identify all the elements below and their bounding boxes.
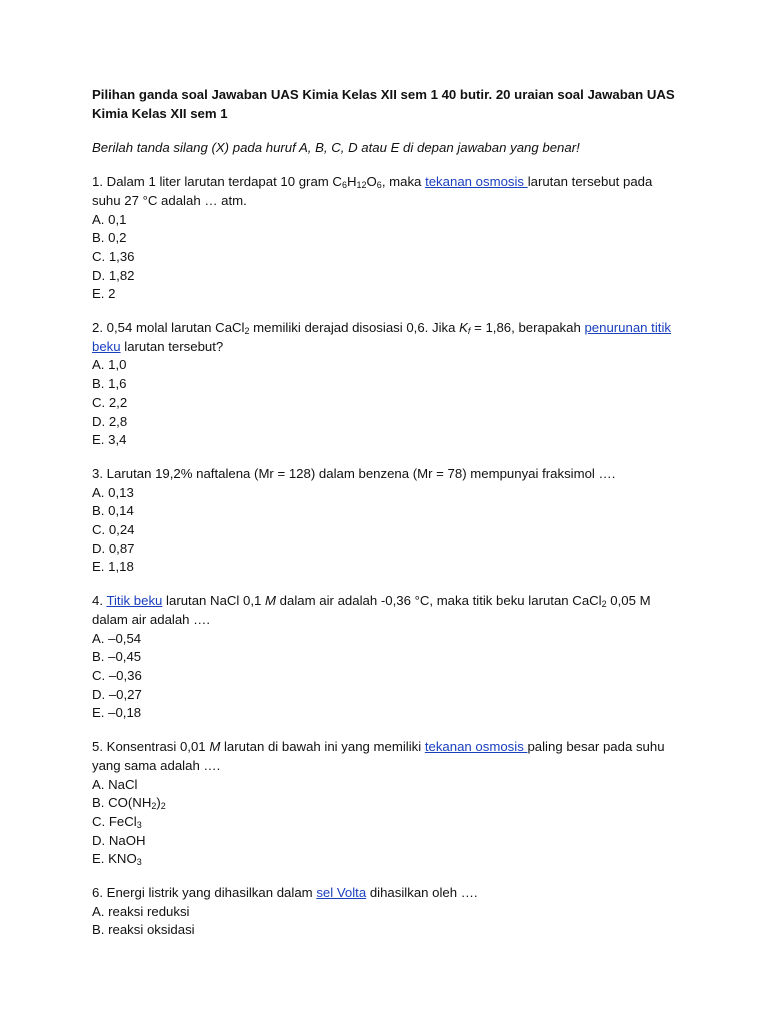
option-a: A. reaksi reduksi: [92, 903, 190, 919]
option-a: A. –0,54: [92, 630, 142, 646]
option-d: D. NaOH: [92, 832, 146, 848]
link-tekanan-osmosis[interactable]: tekanan osmosis: [425, 174, 528, 190]
option-c: C. 2,2: [92, 394, 128, 410]
document-title: Pilihan ganda soal Jawaban UAS Kimia Kelas XII sem 1 40 butir. 20 uraian soal Jawaban UAS Kimia Kelas XII sem 1: [92, 87, 675, 121]
option-b: B. 1,6: [92, 376, 127, 392]
question-6-text: 6. Energi listrik yang dihasilkan dalam sel Volta dihasilkan oleh ….: [92, 885, 478, 901]
question-2-text: 2. 0,54 molal larutan CaCl$_2$ memiliki derajad disosiasi 0,6. Jika $K_f = 1,86$, berapakah penurunan titik beku larutan tersebut?: [92, 320, 671, 354]
option-a: A. 0,1: [92, 211, 127, 227]
option-a: A. 0,13: [92, 484, 134, 500]
question-4-text: 4. Titik beku larutan NaCl 0,1 M dalam air adalah -0,36 °C, maka titik beku larutan CaCl$_2$ 0,05 M dalam air adalah ….: [92, 593, 651, 627]
option-d: D. 2,8: [92, 413, 128, 429]
option-e: E. –0,18: [92, 705, 142, 721]
link-tekanan-osmosis[interactable]: tekanan osmosis: [424, 739, 528, 755]
link-titik-beku[interactable]: Titik beku: [106, 593, 163, 609]
question-5-text: 5. Konsentrasi 0,01 M larutan di bawah ini yang memiliki tekanan osmosis paling besar pada suhu yang sama adalah ….: [92, 739, 665, 773]
option-d: D. 1,82: [92, 267, 135, 283]
option-d: D. –0,27: [92, 686, 142, 702]
question-1-text: 1. Dalam 1 liter larutan terdapat 10 gram $C_6H_{12}O_6$, maka tekanan osmosis larutan tersebut pada suhu 27 °C adalah … atm.: [92, 174, 653, 208]
option-a: A. 1,0: [92, 357, 127, 373]
option-c: C. 1,36: [92, 248, 135, 264]
link-sel-volta[interactable]: sel Volta: [316, 885, 367, 901]
question-3: [92, 465, 682, 577]
option-e: E. 3,4: [92, 432, 127, 448]
option-b: B. –0,45: [92, 649, 142, 665]
question-2: [92, 319, 682, 450]
option-e: E. 2: [92, 286, 116, 302]
option-e: E. $KNO_3$: [92, 851, 142, 868]
option-b: B. 0,14: [92, 503, 134, 519]
option-c: C. –0,36: [92, 667, 142, 683]
question-4: [92, 592, 682, 723]
option-c: C. FeCl$_3$: [92, 813, 142, 830]
instruction-text: Berilah tanda silang (X) pada huruf A, B, C, D atau E di depan jawaban yang benar!: [92, 140, 580, 156]
question-1: [92, 173, 682, 304]
option-b: B. reaksi oksidasi: [92, 922, 195, 938]
option-b: B. $CO(NH_2)_2$: [92, 795, 166, 812]
question-5: [92, 738, 682, 869]
link-penurunan-titik-beku[interactable]: penurunan titik beku: [92, 320, 671, 354]
option-a: A. NaCl: [92, 776, 138, 792]
option-b: B. 0,2: [92, 230, 127, 246]
option-d: D. 0,87: [92, 540, 135, 556]
question-6: [92, 884, 682, 940]
document-content: [92, 86, 682, 940]
option-e: E. 1,18: [92, 559, 134, 575]
option-c: C. 0,24: [92, 522, 135, 538]
question-3-text: 3. Larutan 19,2% naftalena (Mr = 128) dalam benzena (Mr = 78) mempunyai fraksimol ….: [92, 465, 616, 481]
